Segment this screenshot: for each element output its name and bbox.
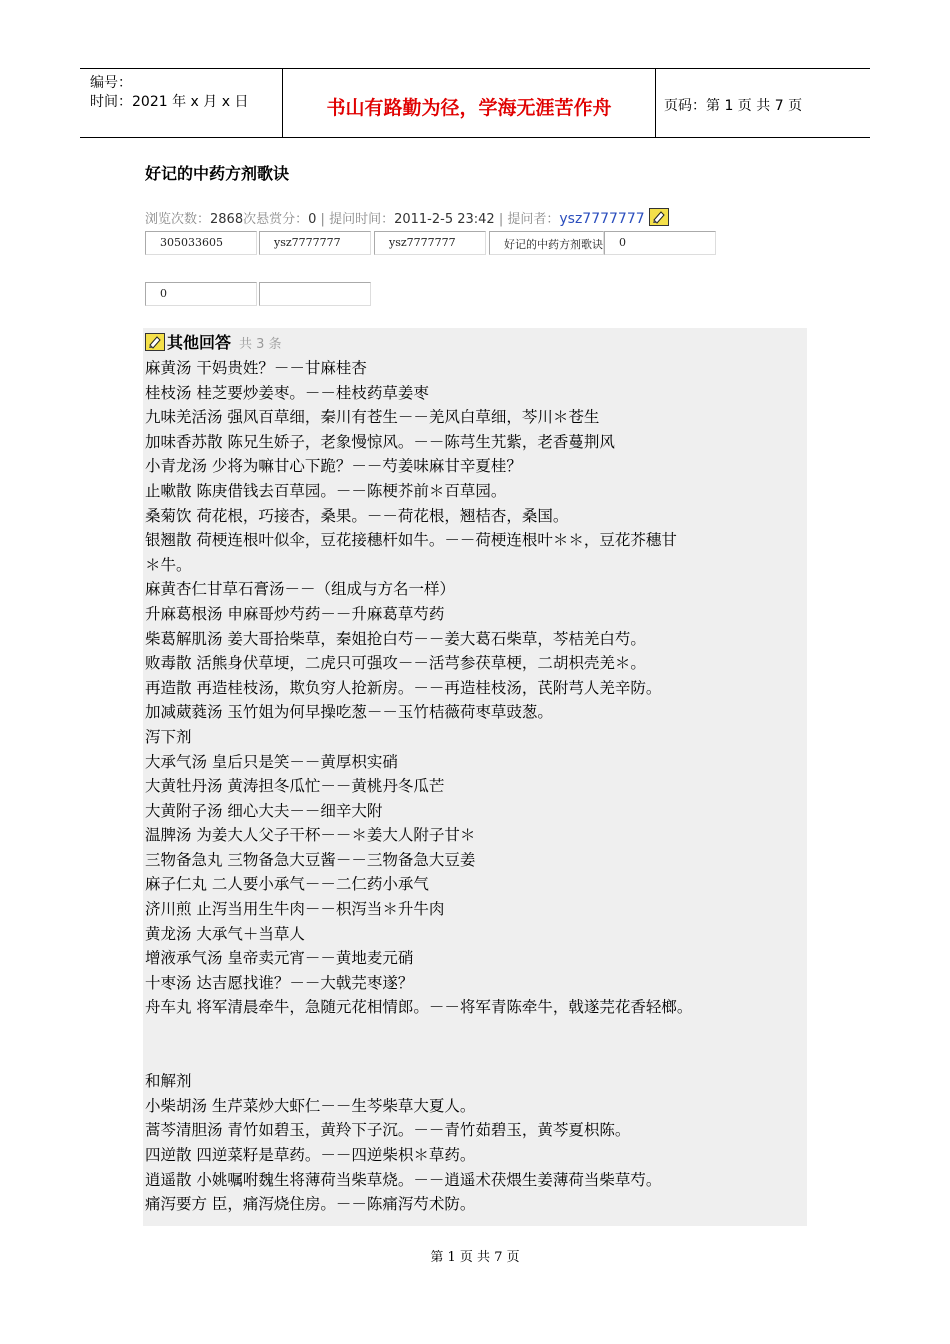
- answer-line: 黄龙汤 大承气＋当草人: [145, 924, 305, 943]
- answer-line: 蒿芩清胆汤 青竹如碧玉，黄羚下子沉。－－青竹茹碧玉，黄芩夏枳陈。: [145, 1121, 631, 1140]
- answer-line: 逍遥散 小姚嘱咐魏生将薄荷当柴草烧。－－逍遥术茯煨生姜薄荷当柴草芍。: [145, 1170, 662, 1189]
- answer-line: 小柴胡汤 生芹菜炒大虾仁－－生芩柴草大夏人。: [145, 1096, 476, 1115]
- answer-line: 大承气汤 皇后只是笑－－黄厚枳实硝: [145, 752, 398, 771]
- answer-line: 十枣汤 达吉愿找谁？－－大戟芫枣遂？: [145, 973, 414, 992]
- answer-line: 银翘散 荷梗连根叶似伞，豆花接穗杆如牛。－－荷梗连根叶＊＊，豆花芥穗甘: [145, 531, 677, 550]
- answer-line: 舟车丸 将军清晨牵牛，急随元花相情郎。－－将军青陈牵牛，戟遂芫花香轻榔。: [145, 998, 693, 1017]
- asker-label: 提问者：: [507, 212, 560, 227]
- answer-line: 麻黄杏仁甘草石膏汤－－（组成与方名一样）: [145, 580, 456, 599]
- answer-line: 济川煎 止泻当用生牛肉－－枳泻当＊升牛肉: [145, 900, 445, 919]
- views-count: 2868: [210, 212, 244, 227]
- user-badge-icon: [649, 208, 669, 226]
- answer-line: [145, 1045, 825, 1070]
- answer-line: 麻子仁丸 二人要小承气－－二仁药小承气: [145, 875, 429, 894]
- question-time: 2011-2-5 23:42: [394, 212, 495, 227]
- separator: |: [316, 212, 330, 227]
- number-label: 编号：: [90, 75, 132, 91]
- answer-line: 泻下剂: [145, 727, 192, 746]
- answer-content: [145, 356, 825, 1217]
- answer-line: ＊牛。: [145, 555, 192, 574]
- question-meta: [145, 208, 669, 227]
- page-title: 好记的中药方剂歌诀: [145, 164, 290, 183]
- other-answers-label: 其他回答: [167, 333, 232, 352]
- time-label: 时间：2021 年 x 月 x 日: [90, 94, 249, 110]
- separator: |: [494, 212, 508, 227]
- answer-line: 升麻葛根汤 申麻哥炒芍药－－升麻葛草芍药: [145, 604, 445, 623]
- answer-line: 败毒散 活熊身伏草埂，二虎只可强攻－－活芎参茯草梗，二胡枳壳羌＊。: [145, 654, 646, 673]
- answer-line: 大黄附子汤 细心大夫－－细辛大附: [145, 801, 383, 820]
- answer-line: 和解剂: [145, 1072, 192, 1091]
- asker-link[interactable]: ysz7777777: [559, 211, 645, 227]
- answer-line: 四逆散 四逆菜籽是草药。－－四逆柴枳＊草药。: [145, 1146, 476, 1164]
- header-motto-cell: [282, 69, 656, 137]
- answer-line: 桂枝汤 桂芝要炒姜枣。－－桂枝药草姜枣: [145, 383, 429, 402]
- answer-line: 增液承气汤 皇帝卖元宵－－黄地麦元硝: [145, 949, 414, 968]
- header-left-cell: [80, 69, 282, 137]
- bounty-value: 0: [308, 212, 317, 227]
- answer-line: 麻黄汤 干妈贵姓？－－甘麻桂杏: [145, 359, 367, 377]
- document-header: [80, 68, 870, 138]
- other-answers-heading: [145, 330, 282, 353]
- answer-line: 三物备急丸 三物备急大豆酱－－三物备急大豆姜: [145, 850, 476, 869]
- page-footer: 第 1 页 共 7 页: [430, 1250, 520, 1265]
- answer-line: 痛泻要方 臣，痛泻烧住房。－－陈痛泻芍术防。: [145, 1195, 476, 1214]
- time-label: 提问时间：: [329, 212, 395, 227]
- answer-line: 九味羌活汤 强风百草细，秦川有苍生－－羌风白草细，芩川＊苍生: [145, 408, 600, 427]
- answer-line: 大黄牡丹汤 黄涛担冬瓜忙－－黄桃丹冬瓜芒: [145, 777, 445, 796]
- answer-line: 小青龙汤 少将为嘛甘心下跪？－－芍姜味麻甘辛夏桂？: [145, 457, 522, 476]
- field-zero: 0: [145, 282, 257, 306]
- answer-line: 桑菊饮 荷花根，巧接杏，桑果。－－荷花根，翘桔杏，桑国。: [145, 506, 569, 525]
- field-title: 好记的中药方剂歌诀: [489, 231, 604, 255]
- answer-line: 温脾汤 为姜大人父子干杯－－＊姜大人附子甘＊: [145, 826, 476, 845]
- field-user: ysz7777777: [374, 231, 486, 255]
- answer-line: [145, 1020, 825, 1045]
- header-page-cell: [656, 69, 870, 137]
- field-score: 0: [604, 231, 716, 255]
- answer-line: 止嗽散 陈庚借钱去百草园。－－陈梗芥前＊百草园。: [145, 481, 507, 500]
- field-empty: [259, 282, 371, 306]
- answer-line: 柴葛解肌汤 姜大哥拾柴草，秦姐抢白芍－－姜大葛石柴草，芩桔羌白芍。: [145, 629, 646, 648]
- answer-line: 加减葳蕤汤 玉竹姐为何早操吃葱－－玉竹桔薇荷枣草豉葱。: [145, 703, 553, 722]
- page-label: 页码：第 1 页 共 7 页: [664, 98, 803, 114]
- field-asker: ysz7777777: [259, 231, 371, 255]
- motto: 书山有路勤为径，学海无涯苦作舟: [326, 97, 612, 119]
- views-label: 浏览次数：: [145, 212, 211, 227]
- answers-count: 共 3 条: [239, 337, 282, 352]
- answer-badge-icon: [145, 333, 165, 351]
- bounty-label: 次悬赏分：: [243, 212, 309, 227]
- answer-line: 再造散 再造桂枝汤，欺负穷人抢新房。－－再造桂枝汤，芪附芎人羌辛防。: [145, 678, 662, 697]
- field-question-id: 305033605: [145, 231, 257, 255]
- answer-line: 加味香苏散 陈兄生娇子，老象慢惊风。－－陈芎生艽紫，老香蔓荆风: [145, 432, 615, 451]
